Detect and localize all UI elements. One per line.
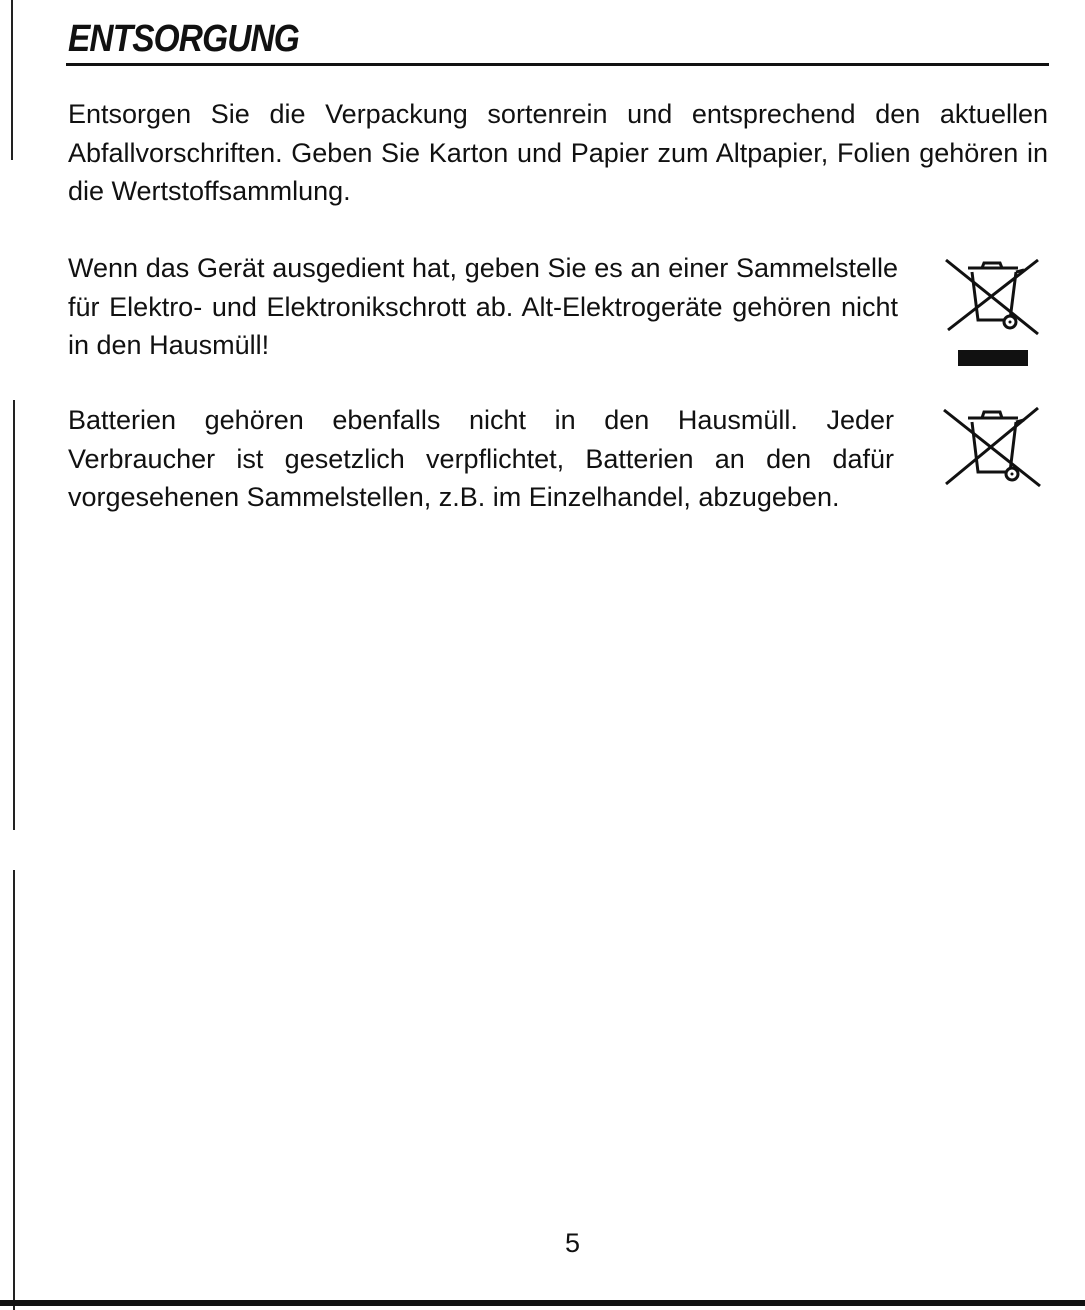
page-edge-line	[11, 0, 13, 160]
crossed-out-wheelie-bin-icon	[944, 256, 1040, 338]
crossed-out-wheelie-bin-icon	[942, 404, 1042, 490]
title-underline	[66, 63, 1049, 66]
device-disposal-paragraph: Wenn das Gerät ausgedient hat, geben Sie es an einer Sammelstelle für Elektro- und Elektronikschrott ab. Alt-Elektrogeräte gehören nicht in den Hausmüll!	[68, 253, 898, 360]
page-edge-line	[13, 870, 15, 1310]
page-title: ENTSORGUNG	[68, 18, 299, 60]
page-number: 5	[564, 1228, 581, 1258]
packaging-disposal-paragraph: Entsorgen Sie die Verpackung sortenrein und entsprechend den aktuellen Abfallvorschriften. Geben Sie Karton und Papier zum Altpapier, Folien gehören in die Wertstoffsammlung.	[68, 99, 1048, 206]
battery-disposal-paragraph: Batterien gehören ebenfalls nicht in den Hausmüll. Jeder Verbraucher ist gesetzlich verpflichtet, Batterien an den dafür vorgesehenen Sammelstellen, z.B. im Einzelhandel, abzugeben.	[68, 405, 894, 512]
black-bar-marking	[958, 350, 1028, 366]
page-edge-line	[13, 400, 15, 830]
bottom-border-line	[0, 1300, 1085, 1306]
